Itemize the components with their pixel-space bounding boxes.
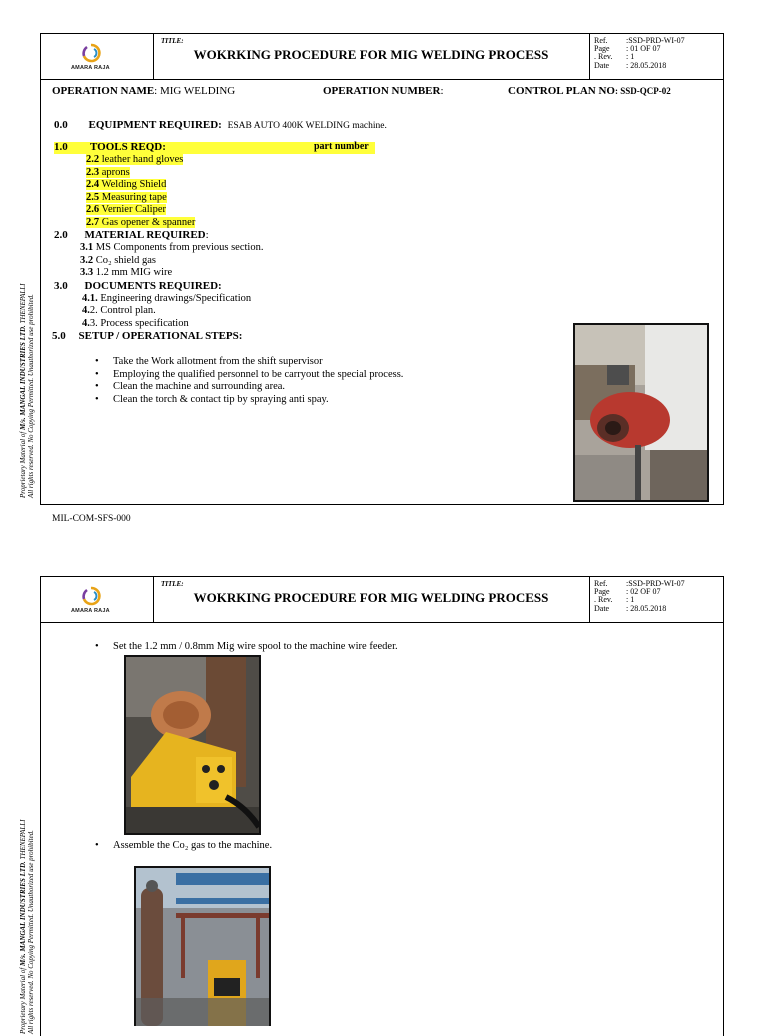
gas-cylinder-photo [134,866,271,1026]
list-item: • Take the Work allotment from the shift supervisor [91,356,403,369]
title-cell [153,577,589,622]
ref-key: Ref. [594,36,608,45]
date-key: Date [594,603,610,613]
title-label: TITLE: [161,37,184,45]
material-heading: 2.0 MATERIAL REQUIRED: [54,229,209,241]
date-value: : 28.05.2018 [626,60,667,70]
page-value: : 01 OF 07 [626,44,661,54]
document-item: 4.3. Process specification [82,318,189,329]
page-2-header [40,576,724,623]
logo-cell [41,577,154,622]
welder-photo-image [575,325,707,500]
page-title: WOKRKING PROCEDURE FOR MIG WELDING PROCESS [193,590,549,605]
document-item: 4.1. Engineering drawings/Specification [82,293,252,304]
rev-value: : 1 [626,52,635,62]
tool-item: 2.3 aprons [86,167,130,178]
wire-feeder-image [126,657,259,833]
wire-feeder-photo [124,655,261,835]
company-logo-icon [81,586,101,606]
tool-item: 2.6 Vernier Caliper [86,204,166,215]
list-item: • Set the 1.2 mm / 0.8mm Mig wire spool to the machine wire feeder. [91,641,398,654]
document-item: 4.2. Control plan. [82,305,156,316]
logo-text: AMARA RAJA [71,65,110,71]
ref-block [589,577,723,622]
proprietary-notice: Proprietary Material of M/s. MANGAL INDUSTRIES LTD. THENEPALLI All rights reserved. No Copying Permitted. Unauthorized use prohibited. [19,283,35,498]
list-item: • Clean the machine and surrounding area. [91,381,403,394]
page-key: Page [594,587,610,597]
documents-heading: 3.0 DOCUMENTS REQUIRED: [54,280,222,292]
tools-part-number: part number [314,141,369,152]
tool-item: 2.5 Measuring tape [86,192,167,203]
wire-step [91,641,398,654]
rev-key: . Rev. [594,595,613,605]
gas-cylinder-image [136,868,269,1026]
ref-block [589,34,723,79]
equipment-required: 0.0 EQUIPMENT REQUIRED: ESAB AUTO 400K WELDING machine. [54,119,387,131]
page-key: Page [594,44,610,54]
title-label: TITLE: [161,580,184,588]
operation-name: OPERATION NAME: MIG WELDING [52,85,236,97]
material-item: 3.1 MS Components from previous section. [80,242,264,253]
material-item: 3.2 Co₂ shield gas [80,255,156,266]
gas-step [91,840,272,853]
ref-value: :SSD-PRD-WI-07 [626,36,685,45]
rev-key: . Rev. [594,52,613,62]
date-key: Date [594,60,610,70]
proprietary-notice: Proprietary Material of M/s. MANGAL INDUSTRIES LTD. THENEPALLI All rights reserved. No Copying Permitted. Unauthorized use prohibited. [19,819,35,1034]
tools-section-number: 1.0 [54,141,68,153]
tool-item: 2.2 leather hand gloves [86,154,184,165]
title-cell [153,34,589,79]
operation-number: OPERATION NUMBER: [323,85,444,97]
page-title: WOKRKING PROCEDURE FOR MIG WELDING PROCESS [193,47,549,62]
setup-steps-list [91,356,403,406]
tool-item: 2.7 Gas opener & spanner [86,217,196,228]
ref-key: Ref. [594,579,608,588]
list-item: • Employing the qualified personnel to be carryout the special process. [91,369,403,382]
footer-code: MIL-COM-SFS-000 [52,514,131,524]
logo-cell [41,34,154,79]
list-item: • Clean the torch & contact tip by spraying anti spay. [91,394,403,407]
welder-photo [573,323,709,502]
date-value: : 28.05.2018 [626,603,667,613]
control-plan-no: CONTROL PLAN NO: SSD-QCP-02 [508,85,671,97]
setup-heading: 5.0 SETUP / OPERATIONAL STEPS: [52,330,243,342]
logo-text: AMARA RAJA [71,608,110,614]
tool-item: 2.4 Welding Shield [86,179,167,190]
company-logo-icon [81,43,101,63]
material-item: 3.3 1.2 mm MIG wire [80,267,173,278]
tools-heading: TOOLS REQD: [90,141,166,153]
ref-value: :SSD-PRD-WI-07 [626,579,685,588]
rev-value: : 1 [626,595,635,605]
page-1-header [40,33,724,80]
list-item: • Assemble the Co₂ gas to the machine. [91,840,272,853]
page-value: : 02 OF 07 [626,587,661,597]
